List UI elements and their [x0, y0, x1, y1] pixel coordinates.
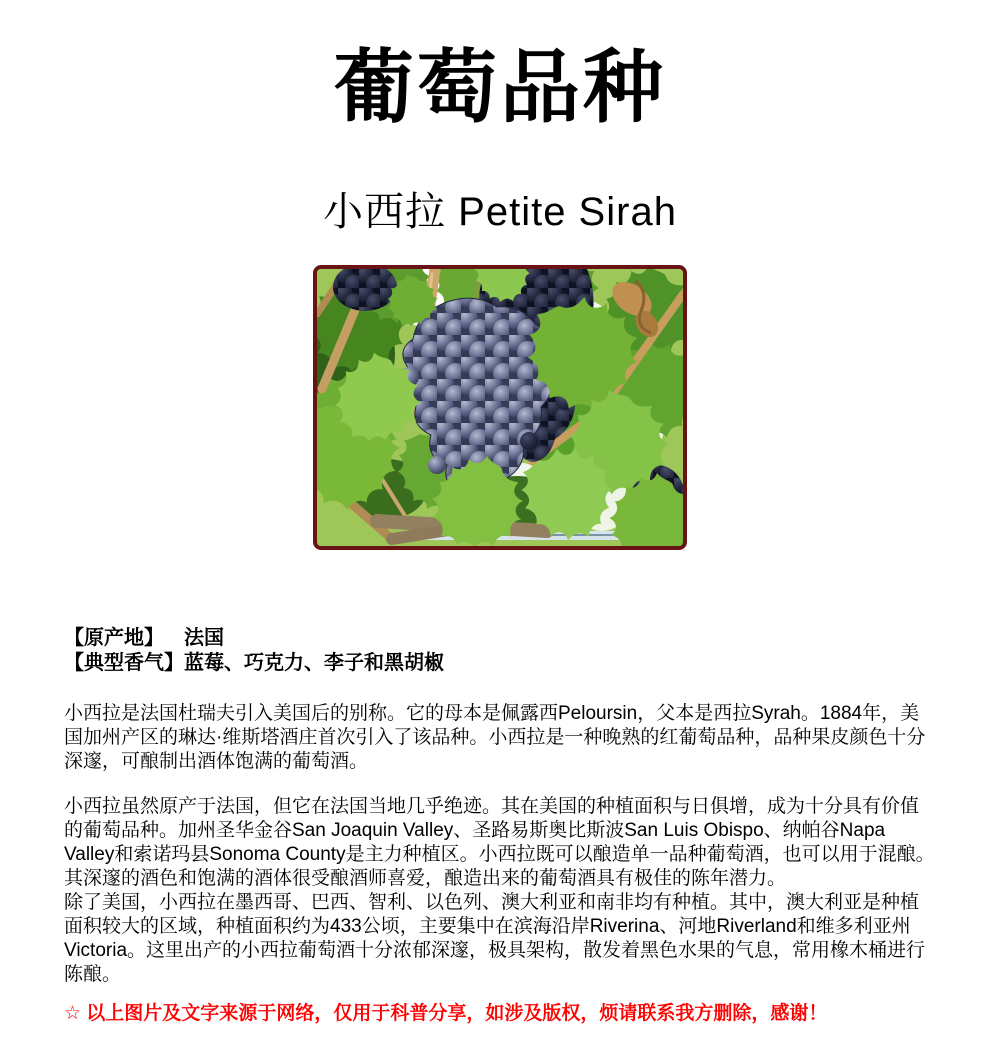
- attr-aroma-label: 【典型香气】: [64, 652, 184, 674]
- paragraph-world-plantings: 除了美国，小西拉在墨西哥、巴西、智利、以色列、澳大利亚和南非均有种植。其中，澳大利亚是种植面积较大的区域，种植面积约为433公顷，主要集中在滨海沿岸Riverina、河地Riverland和维多利亚州Victoria。这里出产的小西拉葡萄酒十分浓郁深邃，极具架构，散发着黑色水果的气息，常用橡木桶进行陈酿。: [64, 892, 926, 985]
- attr-aroma: [64, 651, 936, 676]
- attr-origin-value: 法国: [184, 627, 224, 649]
- paragraph-history: 小西拉是法国杜瑞夫引入美国后的别称。它的母本是佩露西Peloursin，父本是西拉Syrah。1884年，美国加州产区的琳达·维斯塔酒庄首次引入了该品种。小西拉是一种晚熟的红葡萄品种，品种果皮颜色十分深邃，可酿制出酒体饱满的葡萄酒。: [64, 703, 926, 772]
- attr-origin-label: 【原产地】: [64, 627, 164, 649]
- attribute-list: [64, 626, 936, 676]
- article-body: [64, 702, 936, 987]
- variety-subtitle: 小西拉 Petite Sirah: [323, 190, 677, 234]
- paragraph-regions: 小西拉虽然原产于法国，但它在法国当地几乎绝迹。其在美国的种植面积与日俱增，成为十分具有价值的葡萄品种。加州圣华金谷San Joaquin Valley、圣路易斯奥比斯波San Luis Obispo、纳帕谷Napa Valley和索诺玛县Sonoma County是主力种植区。小西拉既可以酿造单一品种葡萄酒，也可以用于混酿。其深邃的酒色和饱满的酒体很受酿酒师喜爱，酿造出来的葡萄酒具有极佳的陈年潜力。: [64, 796, 935, 889]
- grape-photo: [313, 265, 687, 550]
- attr-origin: [64, 626, 936, 651]
- grape-photo-illustration: [317, 269, 683, 546]
- attr-aroma-value: 蓝莓、巧克力、李子和黑胡椒: [184, 652, 444, 674]
- disclaimer-note: ☆ 以上图片及文字来源于网络，仅用于科普分享，如涉及版权，烦请联系我方删除，感谢！: [64, 1003, 828, 1024]
- page-title: 葡萄品种: [334, 43, 666, 132]
